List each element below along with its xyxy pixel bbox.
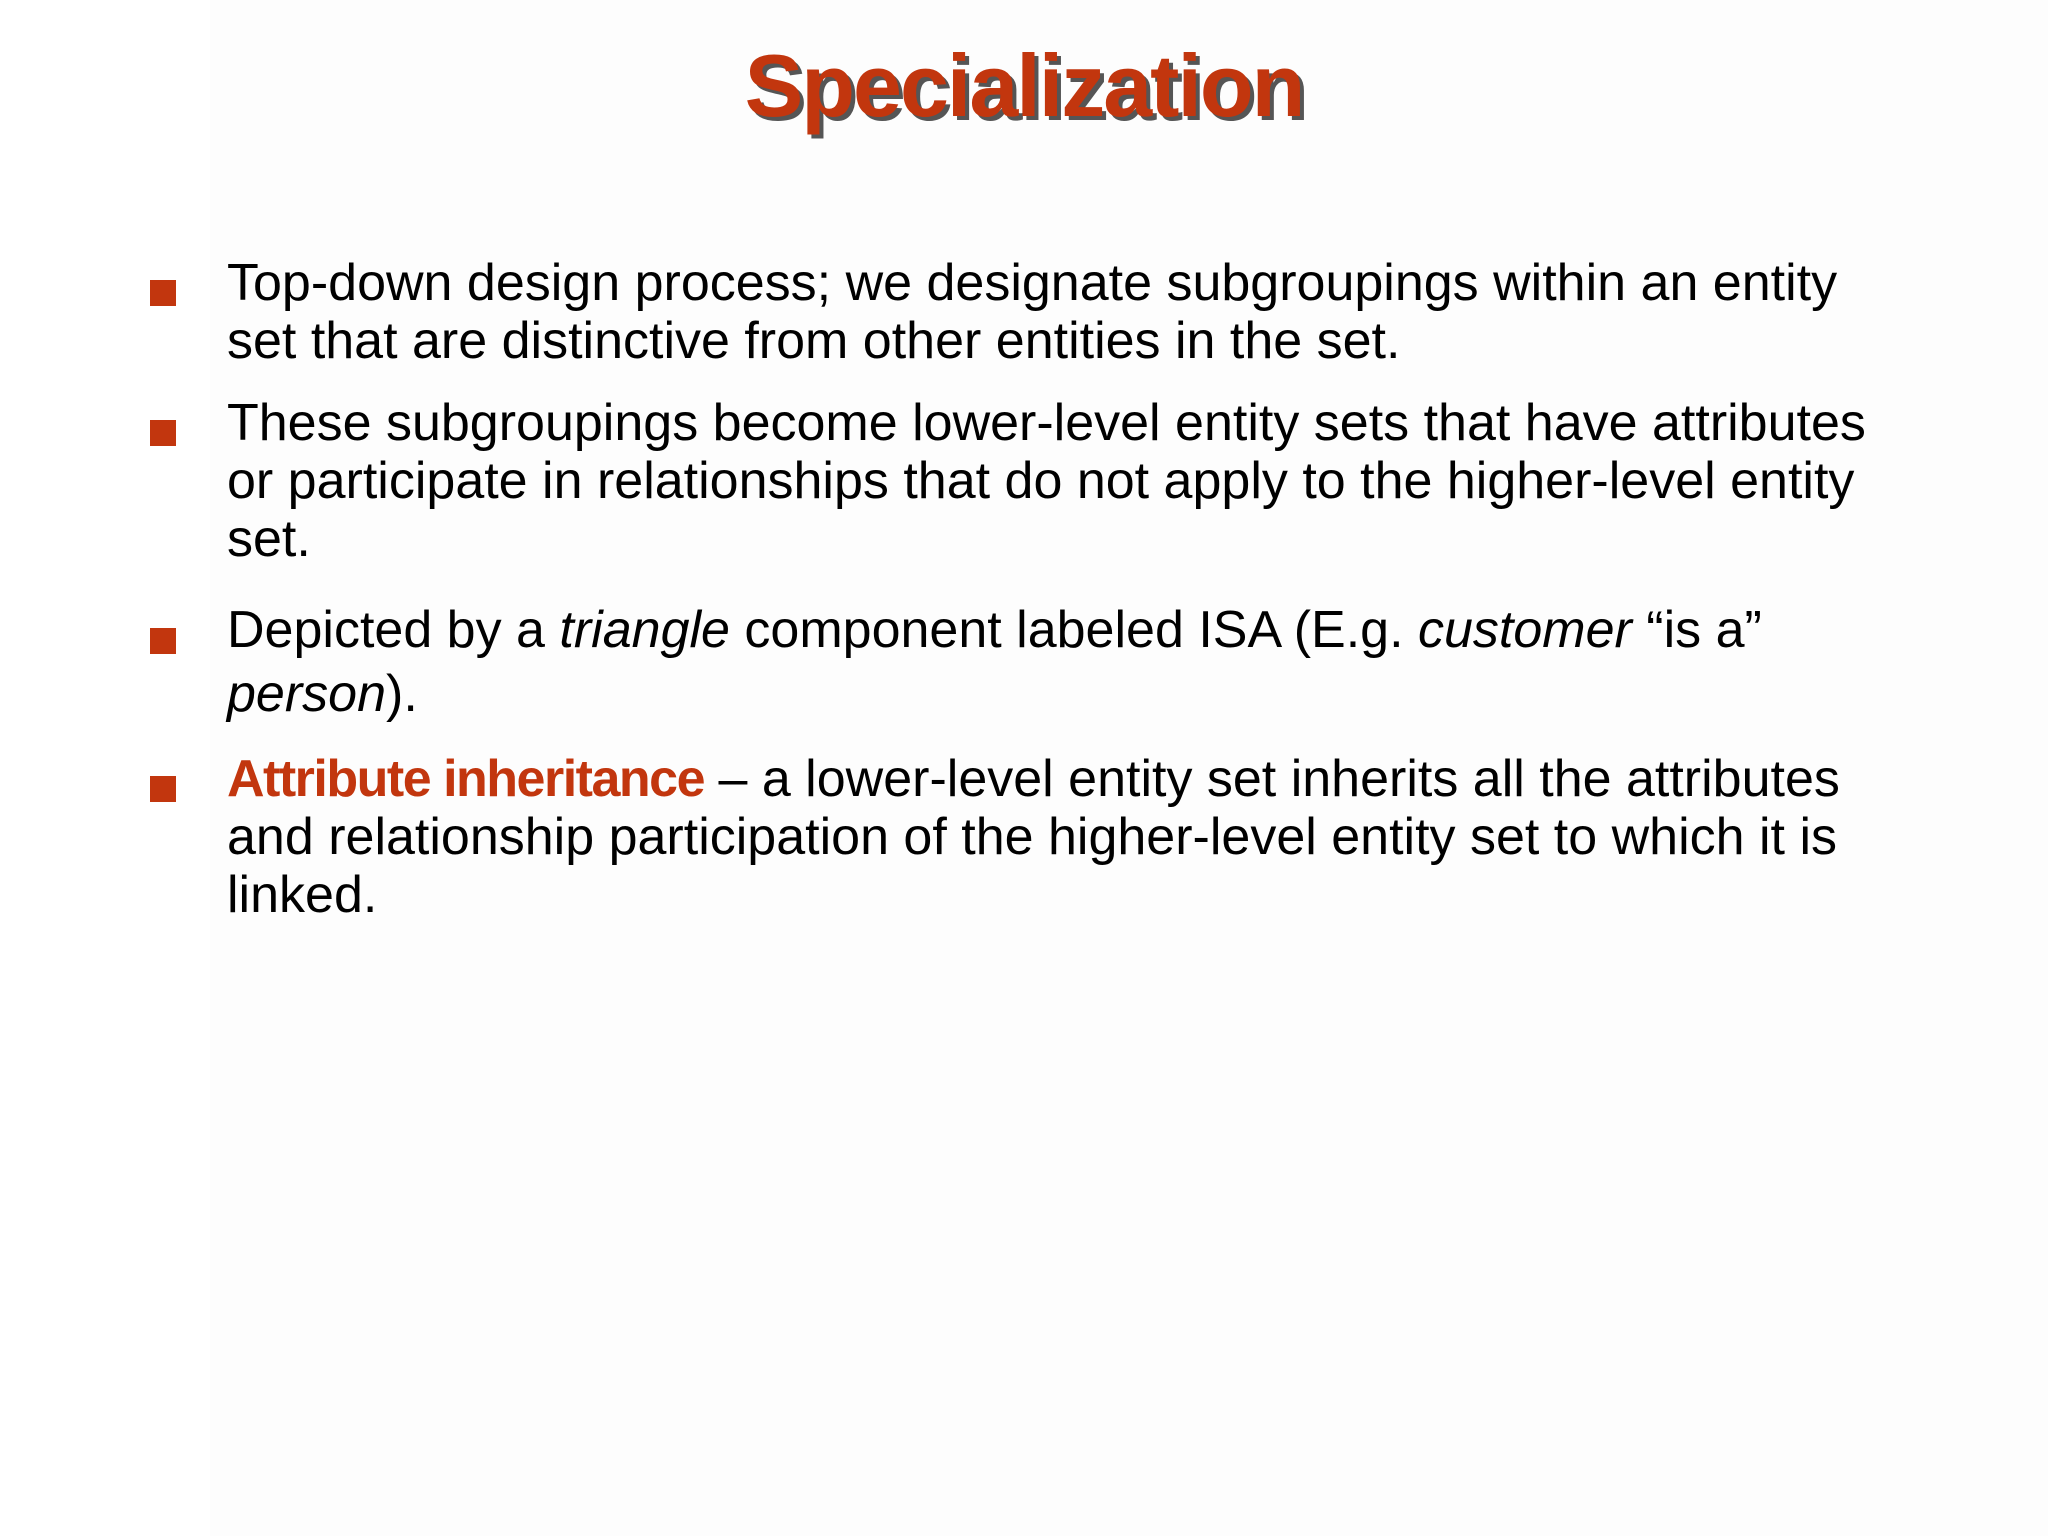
emphasis-customer: customer [1417, 601, 1632, 659]
bullet-text-segment: ). [386, 665, 418, 723]
square-bullet-icon [150, 420, 176, 446]
square-bullet-icon [150, 776, 176, 802]
highlighted-term: Attribute inheritance [227, 750, 704, 808]
square-bullet-icon [150, 628, 176, 654]
square-bullet-icon [150, 280, 176, 306]
bullet-text-segment: “is a” [1631, 601, 1762, 659]
slide-title: Specialization [744, 36, 1304, 135]
bullet-item [150, 394, 1910, 568]
bullet-text: These subgroupings become lower-level entity sets that have attributes or participate in relationships that do not apply to the higher-level entity set. [227, 394, 1866, 568]
emphasis-person: person [227, 665, 386, 723]
bullet-text: – a lower-level entity set inherits all the attributes and relationship participation of the higher-level entity set to which it is linked. [227, 750, 1840, 924]
bullet-text: Top-down design process; we designate subgroupings within an entity set that are distinctive from other entities in the set. [227, 254, 1838, 370]
bullet-item [150, 598, 1910, 726]
bullet-item [150, 254, 1910, 370]
bullet-text-segment: component labeled ISA (E.g. [729, 601, 1418, 659]
emphasis-triangle: triangle [559, 601, 730, 659]
bullet-text-segment: Depicted by a [227, 601, 560, 659]
bullet-item [150, 750, 1910, 924]
bullet-list [150, 254, 1910, 924]
